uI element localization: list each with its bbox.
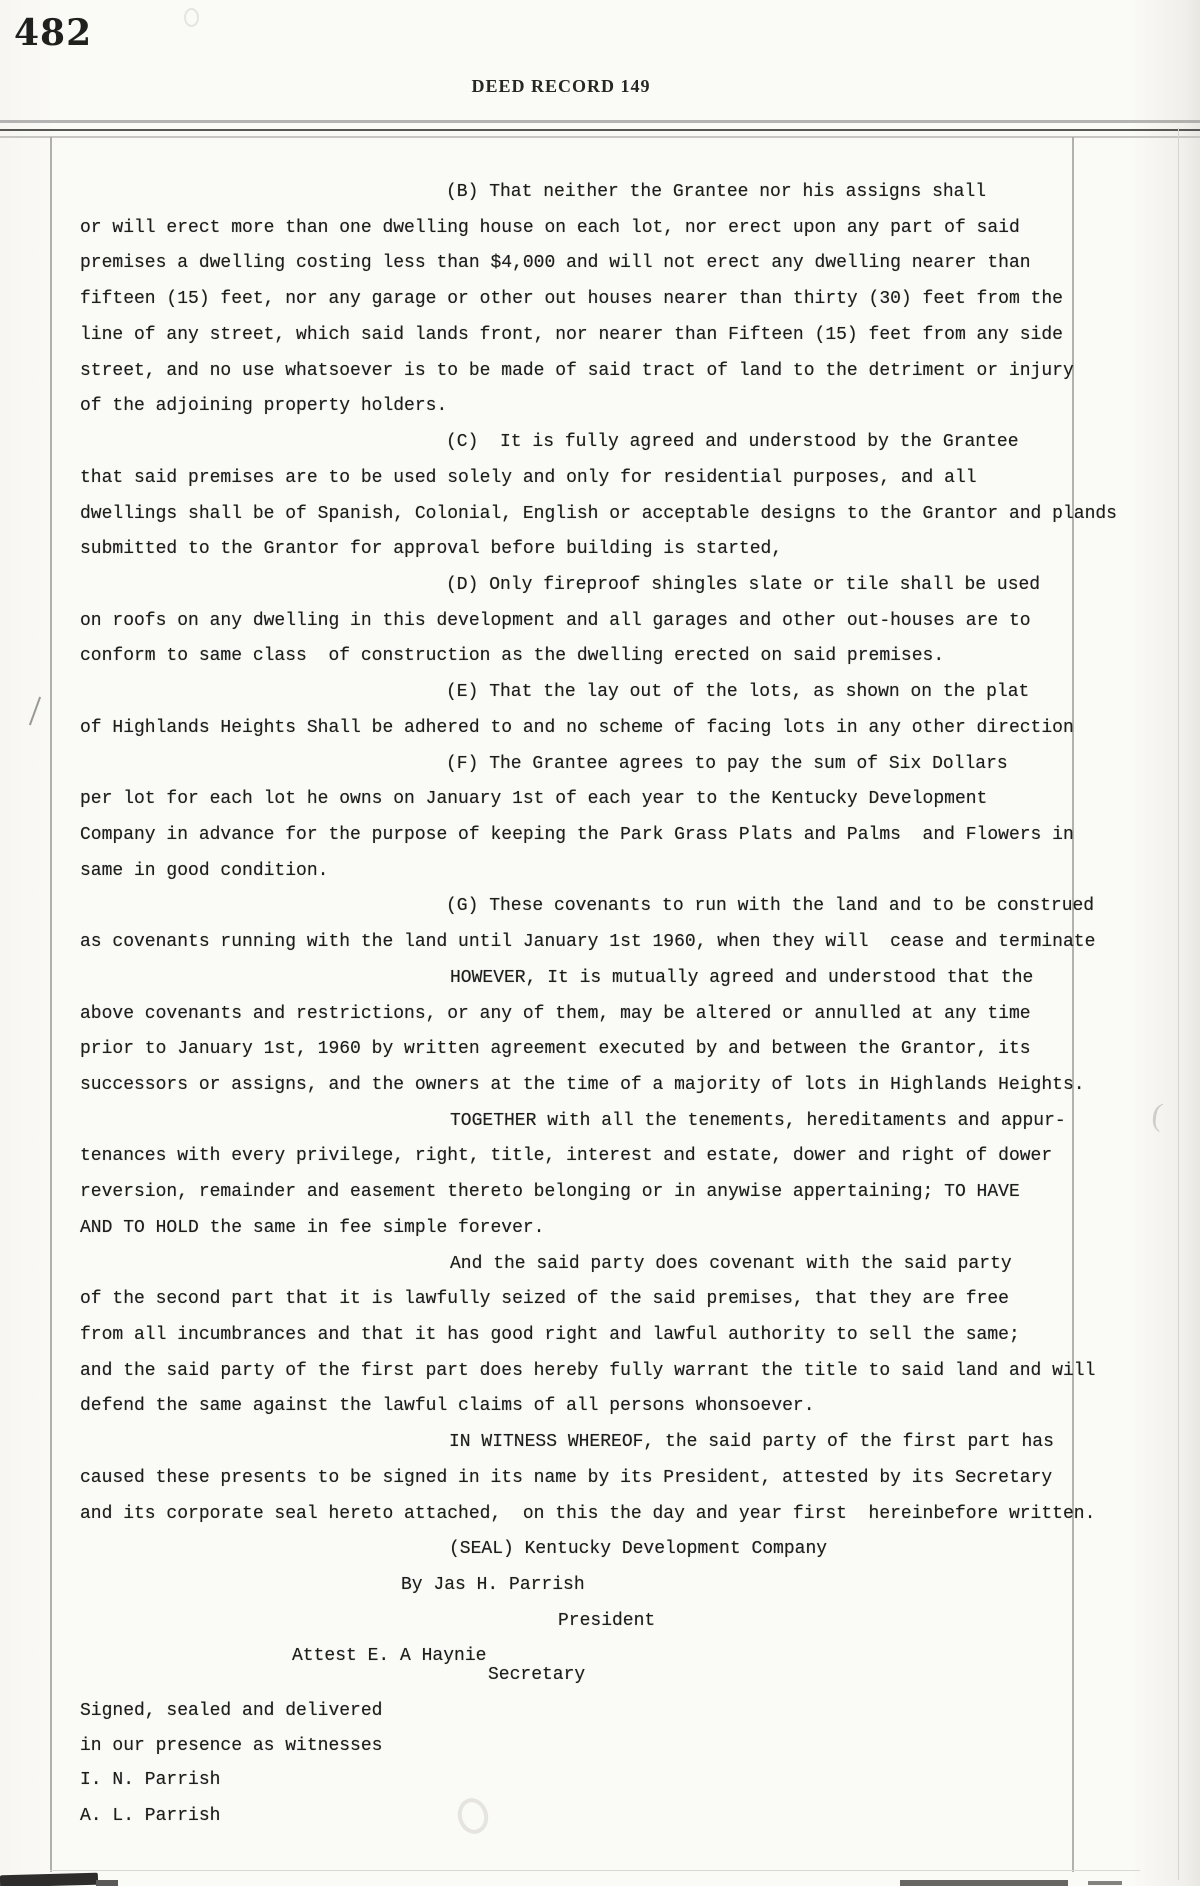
scan-artifact-bottom-left-2	[96, 1880, 118, 1886]
deed-line: successors or assigns, and the owners at the time of a majority of lots in Highlands Heights.	[80, 1075, 1085, 1095]
deed-line: (SEAL) Kentucky Development Company	[449, 1539, 828, 1559]
scan-artifact-bottom-right-2	[1088, 1881, 1122, 1885]
deed-line: prior to January 1st, 1960 by written agreement executed by and between the Grantor, its	[80, 1039, 1031, 1059]
deed-line: as covenants running with the land until January 1st 1960, when they will cease and terminate	[80, 932, 1096, 952]
margin-paren-mark: (	[1149, 1095, 1166, 1133]
deed-line: Secretary	[488, 1665, 586, 1685]
deed-line: premises a dwelling costing less than $4,000 and will not erect any dwelling nearer than	[80, 253, 1031, 273]
deed-line: reversion, remainder and easement thereto belonging or in anywise appertaining; TO HAVE	[80, 1182, 1020, 1202]
deed-line: (G) These covenants to run with the land and to be construed	[446, 896, 1095, 916]
deed-line: of Highlands Heights Shall be adhered to and no scheme of facing lots in any other direction	[80, 718, 1074, 738]
deed-line: submitted to the Grantor for approval before building is started,	[80, 539, 783, 559]
scan-artifact-bottom-left	[0, 1873, 98, 1886]
deed-line: line of any street, which said lands front, nor nearer than Fifteen (15) feet from any side	[80, 325, 1063, 345]
deed-line: HOWEVER, It is mutually agreed and understood that the	[450, 968, 1034, 988]
deed-line: dwellings shall be of Spanish, Colonial, English or acceptable designs to the Grantor and plands	[80, 504, 1117, 524]
deed-line: I. N. Parrish	[80, 1770, 221, 1790]
deed-line: AND TO HOLD the same in fee simple forever.	[80, 1218, 545, 1238]
deed-line: (C) It is fully agreed and understood by the Grantee	[446, 432, 1019, 452]
deed-line: above covenants and restrictions, or any of them, may be altered or annulled at any time	[80, 1004, 1031, 1024]
deed-line: fifteen (15) feet, nor any garage or other out houses nearer than thirty (30) feet from the	[80, 289, 1063, 309]
deed-line: per lot for each lot he owns on January 1st of each year to the Kentucky Development	[80, 789, 988, 809]
deed-line: on roofs on any dwelling in this development and all garages and other out-houses are to	[80, 611, 1031, 631]
deed-line: same in good condition.	[80, 861, 329, 881]
deed-line: of the second part that it is lawfully seized of the said premises, that they are free	[80, 1289, 1009, 1309]
deed-line: Signed, sealed and delivered	[80, 1701, 383, 1721]
deed-line: President	[558, 1611, 656, 1631]
deed-line: And the said party does covenant with the said party	[450, 1254, 1012, 1274]
deed-line: (E) That the lay out of the lots, as shown on the plat	[446, 682, 1030, 702]
deed-line: IN WITNESS WHEREOF, the said party of the first part has	[449, 1432, 1054, 1452]
deed-line: from all incumbrances and that it has good right and lawful authority to sell the same;	[80, 1325, 1020, 1345]
deed-line: (F) The Grantee agrees to pay the sum of Six Dollars	[446, 754, 1008, 774]
deed-line: of the adjoining property holders.	[80, 396, 448, 416]
deed-line: conform to same class of construction as the dwelling erected on said premises.	[80, 646, 945, 666]
deed-line: street, and no use whatsoever is to be made of said tract of land to the detriment or injury	[80, 361, 1074, 381]
deed-line: or will erect more than one dwelling house on each lot, nor erect upon any part of said	[80, 218, 1020, 238]
ledger-title: DEED RECORD 149	[471, 76, 651, 96]
deed-line: that said premises are to be used solely and only for residential purposes, and all	[80, 468, 977, 488]
deed-line: tenances with every privilege, right, title, interest and estate, dower and right of dower	[80, 1146, 1053, 1166]
deed-line: TOGETHER with all the tenements, hereditaments and appur-	[450, 1111, 1066, 1131]
page-number: 482	[14, 12, 93, 54]
deed-line: A. L. Parrish	[80, 1806, 221, 1826]
deed-line: in our presence as witnesses	[80, 1736, 383, 1756]
deed-line: Attest E. A Haynie	[292, 1646, 487, 1666]
deed-line: (B) That neither the Grantee nor his assigns shall	[446, 182, 987, 202]
deed-line: and its corporate seal hereto attached, on this the day and year first hereinbefore written.	[80, 1504, 1096, 1524]
deed-line: Company in advance for the purpose of keeping the Park Grass Plats and Palms and Flowers in	[80, 825, 1074, 845]
deed-line: and the said party of the first part does hereby fully warrant the title to said land and will	[80, 1361, 1096, 1381]
deed-line: caused these presents to be signed in its name by its President, attested by its Secretary	[80, 1468, 1053, 1488]
scan-ring-mark	[184, 8, 199, 27]
scan-artifact-bottom-right	[900, 1880, 1068, 1886]
deed-line: By Jas H. Parrish	[401, 1575, 585, 1595]
deed-line: (D) Only fireproof shingles slate or tile shall be used	[446, 575, 1041, 595]
deed-line: defend the same against the lawful claims of all persons whonsoever.	[80, 1396, 815, 1416]
